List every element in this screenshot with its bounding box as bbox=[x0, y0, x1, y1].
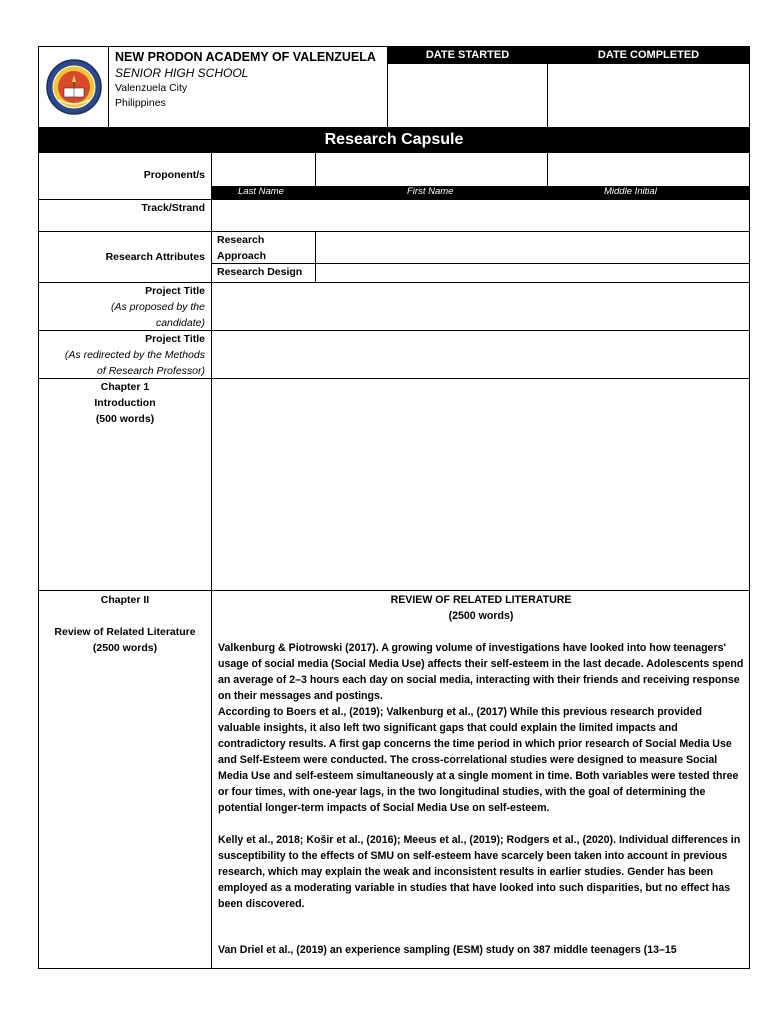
date-started-field[interactable] bbox=[388, 64, 547, 127]
project-title-redirected-note-2: of Research Professor) bbox=[97, 365, 205, 377]
research-design-label: Research Design bbox=[217, 266, 303, 278]
project-title-redirected-field[interactable] bbox=[212, 331, 749, 378]
proponents-label: Proponent/s bbox=[143, 169, 205, 181]
name-caption-bar bbox=[212, 186, 749, 199]
review-word-count: (2500 words) bbox=[448, 610, 514, 622]
first-name-field[interactable] bbox=[316, 153, 547, 186]
project-title-proposed-note-1: (As proposed by the bbox=[111, 301, 205, 313]
project-title-redirected-label bbox=[39, 331, 205, 379]
row-divider bbox=[39, 590, 749, 591]
date-completed-header: DATE COMPLETED bbox=[548, 47, 749, 64]
research-attributes-label: Research Attributes bbox=[105, 251, 205, 263]
project-title-proposed-heading: Project Title bbox=[145, 285, 205, 297]
middle-initial-field[interactable] bbox=[548, 153, 749, 186]
last-name-caption: Last Name bbox=[238, 186, 284, 197]
project-title-redirected-heading: Project Title bbox=[145, 333, 205, 345]
project-title-proposed-note-2: candidate) bbox=[155, 317, 205, 329]
chapter-1-field[interactable] bbox=[212, 379, 749, 590]
track-strand-label: Track/Strand bbox=[141, 202, 205, 214]
chapter-1-label bbox=[39, 379, 211, 427]
research-capsule-form bbox=[38, 46, 750, 969]
date-completed-field[interactable] bbox=[548, 64, 749, 127]
school-info bbox=[115, 49, 376, 111]
last-name-field[interactable] bbox=[212, 153, 315, 186]
review-paragraph-2: According to Boers et al., (2019); Valkenburg et al., (2017) While this previous research provided valuable insights, it also left two significant gaps that could explain the limited impacts and contradictory results. A first gap concerns the time period in which prior research of Social Media Use and Self-Esteem were conducted. The cross-correlational studies were designed to measure Social Media Use and self-esteem simultaneously at a single moment in time. Both variables were tested three or four times, with one-year lags, in the two longitudinal studies, with the goal of determining the potential longer-term impacts of Social Media Use on self-esteem. bbox=[218, 706, 739, 814]
research-approach-label bbox=[212, 233, 266, 264]
chapter-1-words: (500 words) bbox=[95, 413, 155, 425]
first-name-caption: First Name bbox=[407, 186, 454, 197]
school-city: Valenzuela City bbox=[115, 82, 188, 94]
review-of-related-literature bbox=[218, 592, 744, 968]
review-paragraph-3: Kelly et al., 2018; Košir et al., (2016); Meeus et al., (2019); Rodgers et al., (2020). Individual differences in susceptibility to the effects of SMU on self-esteem have scarcely been taken into account in previous research, which may explain the weak and inconsistent results in earlier studies. Gender has been employed as a moderating variable in studies that have looked into such disparities, but no effect has been discovered. bbox=[218, 834, 741, 910]
chapter-2-title: Review of Related Literature bbox=[54, 626, 196, 638]
chapter-2-number: Chapter II bbox=[100, 594, 150, 606]
review-paragraph-1: Valkenburg & Piotrowski (2017). A growing volume of investigations have looked into how teenagers' usage of social media (Social Media Use) affects their self-esteem in the last decade. Adolescents spend an average of 2–3 hours each day on social media, interacting with their friends and receiving response on their messages and postings. bbox=[218, 642, 744, 702]
chapter-2-words: (2500 words) bbox=[92, 642, 158, 654]
project-title-proposed-field[interactable] bbox=[212, 283, 749, 330]
chapter-2-label bbox=[39, 592, 211, 656]
school-logo bbox=[39, 47, 109, 127]
middle-initial-caption: Middle Initial bbox=[604, 186, 657, 197]
research-approach-label-line2: Approach bbox=[217, 249, 267, 262]
project-title-redirected-note-1: (As redirected by the Methods bbox=[64, 349, 205, 361]
form-title: Research Capsule bbox=[39, 127, 749, 153]
review-heading: REVIEW OF RELATED LITERATURE bbox=[390, 594, 572, 606]
date-started-header: DATE STARTED bbox=[387, 47, 548, 64]
school-subtitle: SENIOR HIGH SCHOOL bbox=[115, 66, 249, 80]
research-approach-label-line1: Research bbox=[217, 234, 265, 246]
chapter-1-title: Introduction bbox=[94, 397, 156, 409]
school-country: Philippines bbox=[115, 97, 166, 109]
project-title-proposed-label bbox=[39, 283, 205, 331]
review-paragraph-4: Van Driel et al., (2019) an experience sampling (ESM) study on 387 middle teenagers (13–15 bbox=[218, 944, 677, 956]
track-strand-field[interactable] bbox=[212, 200, 749, 231]
school-name: NEW PRODON ACADEMY OF VALENZUELA bbox=[115, 50, 376, 64]
school-seal-icon bbox=[45, 58, 103, 116]
research-approach-field[interactable] bbox=[316, 232, 749, 263]
research-design-field[interactable] bbox=[316, 264, 749, 282]
chapter-1-number: Chapter 1 bbox=[100, 381, 150, 393]
